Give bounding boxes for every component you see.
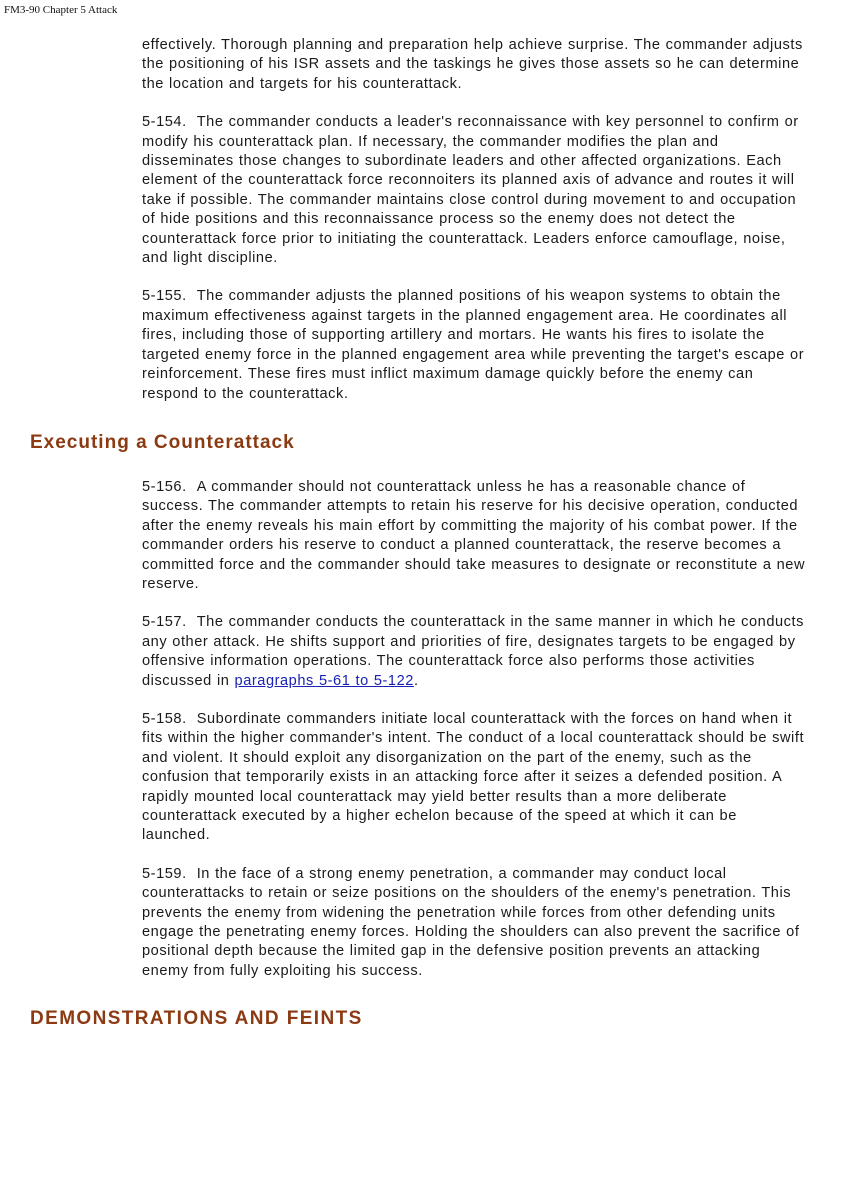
paragraph-text: Subordinate commanders initiate local counterattack with the forces on hand when it fits within the higher commander's intent. The conduct of a local counterattack should be swift and violent. It should exploit any disorganization on the part of the enemy, such as the confusion that temporarily exists in an attacking force after it seizes a defended position. A rapidly mounted local counterattack may yield better results than a more deliberate counterattack executed by a higher echelon because of the speed at which it can be launched. [142, 710, 805, 844]
paragraph-text: In the face of a strong enemy penetration, a commander may conduct local counterattacks to retain or seize positions on the shoulders of the enemy's penetration. This prevents the enemy from widening the penetration while forces from other defending units engage the penetrating enemy forces. Holding the shoulders can also prevent the sacrifice of positional depth because the limited gap in the defensive position prevents an attacking enemy from fully exploiting his success. [142, 865, 800, 979]
paragraphs-5-61-to-5-122-link[interactable]: paragraphs 5-61 to 5-122 [234, 672, 414, 689]
paragraph-number: 5-154. [142, 114, 187, 131]
section-heading-demonstrations-and-feints: DEMONSTRATIONS AND FEINTS [30, 1008, 363, 1030]
paragraph-5-157 [142, 613, 806, 691]
paragraph-number: 5-158. [142, 710, 187, 727]
paragraph-5-158 [142, 710, 806, 846]
paragraph-number: 5-159. [142, 865, 187, 882]
paragraph-text: The commander conducts a leader's reconnaissance with key personnel to confirm or modify his counterattack plan. If necessary, the commander modifies the plan and disseminates those changes to subordinate leaders and other affected organizations. Each element of the counterattack force reconnoiters its planned axis of advance and routes it will take if possible. The commander maintains close control during movement to and occupation of hide positions and this reconnaissance process so the enemy does not detect the counterattack force prior to initiating the counterattack. Leaders enforce camouflage, noise, and light discipline. [142, 114, 799, 267]
continuation-paragraph [142, 36, 806, 94]
paragraph-5-155 [142, 287, 806, 403]
paragraph-5-154 [142, 113, 806, 268]
section-heading-executing-counterattack: Executing a Counterattack [30, 431, 295, 453]
paragraph-text: A commander should not counterattack unless he has a reasonable chance of success. The commander attempts to retain his reserve for his decisive operation, conducted after the enemy reveals his main effort by committing the majority of his combat power. If the commander orders his reserve to conduct a planned counterattack, the reserve becomes a committed force and the commander should take measures to designate or reconstitute a new reserve. [142, 478, 806, 592]
paragraph-number: 5-156. [142, 478, 187, 495]
paragraph-5-156 [142, 478, 806, 594]
paragraph-5-159 [142, 865, 806, 981]
document-body [0, 36, 846, 1054]
paragraph-number: 5-155. [142, 288, 187, 305]
paragraph-text: The commander conducts the counterattack in the same manner in which he conducts any other attack. He shifts support and priorities of fire, designates targets to be engaged by offensive information operations. The counterattack force also performs those activities discussed in [142, 614, 804, 689]
paragraph-trailing-period: . [413, 672, 419, 689]
paragraph-text: effectively. Thorough planning and preparation help achieve surprise. The commander adjusts the positioning of his ISR assets and the taskings he gives those assets so he can determine the location and targets for his counterattack. [142, 37, 803, 92]
running-header: FM3-90 Chapter 5 Attack [4, 4, 118, 16]
paragraph-text: The commander adjusts the planned positions of his weapon systems to obtain the maximum effectiveness against targets in the planned engagement area. He coordinates all fires, including those of supporting artillery and mortars. He wants his fires to isolate the targeted enemy force in the planned engagement area while preventing the target's escape or reinforcement. These fires must inflict maximum damage quickly before the enemy can respond to the counterattack. [142, 288, 805, 402]
paragraph-number: 5-157. [142, 614, 187, 631]
